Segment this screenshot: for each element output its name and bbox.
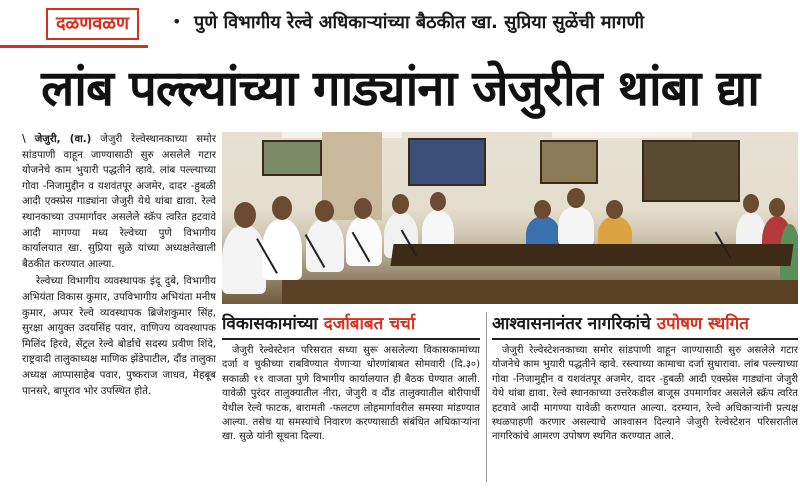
- attendees-paragraph: रेल्वेच्या विभागीय व्यवस्थापक इंदू दुबे, विभागीय अभियंता विकास कुमार, उपविभागीय अभियंता मनीष कुमार, अप्पर रेल्वे व्यवस्थापक ब्रिजेशकुमार सिंह, सुरक्षा आयुक्त उदयसिंह पवार, वाणिज्य व्यवस्थापक मिलिंद हिरवे, सेंट्रल रेल्वे बोर्डाचे सदस्य प्रवीण शिंदे, राष्ट्रवादी तालुकाध्यक्ष माणिक झेंडेपाटील, दौंड तालुका अध्यक्ष आप्पासाहेब पवार, पुष्कराज जाधव, मेहबूब पानसरे, बापूराव भोर उपस्थित होते.: [22, 276, 216, 397]
- attendee-head: [606, 200, 623, 219]
- attendee: [262, 218, 302, 280]
- dateline-mark: \: [22, 134, 26, 145]
- attendee: [222, 224, 266, 294]
- wall-frame: [408, 138, 486, 186]
- attendee-head: [272, 196, 292, 220]
- attendee: [346, 216, 382, 266]
- attendee: [558, 206, 594, 246]
- attendee-head: [567, 188, 585, 208]
- attendee-head: [769, 198, 785, 217]
- kicker-text: पुणे विभागीय रेल्वे अधिकाऱ्यांच्या बैठकीत खा. सुप्रिया सुळेंची मागणी: [194, 12, 644, 33]
- kicker-bullet: •: [172, 12, 182, 31]
- story3-title-accent: उपोषण स्थगित: [656, 314, 749, 334]
- ceiling-light: [552, 132, 692, 138]
- story2-title-plain: विकासकामांच्या: [222, 314, 318, 334]
- attendee-head: [743, 194, 759, 213]
- attendee-head: [315, 200, 334, 222]
- story3-title: [492, 312, 798, 336]
- wall-frame: [262, 140, 322, 176]
- door-frame: [642, 140, 740, 202]
- wall-frame: [540, 140, 598, 184]
- story2-title-end: चर्चा: [389, 314, 416, 334]
- story-lead-paragraph: [22, 132, 216, 272]
- story2-rule: [222, 338, 480, 340]
- column-divider: [486, 312, 487, 482]
- story-development-quality: [222, 312, 480, 484]
- dateline: जेजुरी, (वा.): [34, 134, 92, 145]
- conference-table-front: [282, 280, 798, 304]
- attendee-head: [392, 194, 409, 214]
- attendee-head: [430, 192, 446, 211]
- kicker-strip: [0, 0, 800, 48]
- lead-text: जेजुरी रेल्वेस्थानकाच्या समोर सांडपाणी वाहून जाण्यासाठी सुरु असलेले गटार योजनेचे काम भुयारी पद्धतीने व्हावे. लांब पल्ल्याच्या गोवा -निजामुद्दीन व यशवंतपूर अजमेर, दादर -हुबळी आदी एक्स्प्रेस गाड्यांना जेजुरी येथे थांबा द्यावा. रेल्वे स्थानकाच्या उपमार्गावर असलेले स्क्रॅप त्वरित हटवावे आदी मागण्या मध्य रेल्वेच्या पुणे विभागीय कार्यालयात खा. सुप्रिया सुळे यांच्या अध्यक्षतेखाली बैठकीत करण्यात आल्या.: [22, 134, 216, 270]
- main-headline: लांब पल्ल्यांच्या गाड्यांना जेजुरीत थांबा द्या: [41, 60, 759, 117]
- story2-title: [222, 312, 480, 336]
- conference-table: [390, 244, 793, 266]
- attendee-head: [354, 198, 372, 219]
- story3-body: जेजुरी रेल्वेस्टेशनकाच्या समोर सांडपाणी वाहून जाण्यासाठी सुरु असलेले गटार योजनेचे काम भुयारी पद्धतीने व्हावे. रस्त्याच्या कामाचा दर्जा सुधारावा. लांब पल्ल्याच्या गोवा -निजामुद्दीन व यशवंतपूर अजमेर, दादर -हुबळी आदी एक्स्प्रेस गाड्यांना जेजुरी येथे थांबा द्यावा. रेल्वे स्थानकाच्या उत्तरेकडील बाजूस उपमार्गावर असलेले स्क्रॅप त्वरित हटवावे आदी मागण्या यावेळी करण्यात आल्या. दरम्यान, रेल्वे अधिकाऱ्यांनी प्रत्यक्ष स्थळपाहणी करणार असल्याचे आश्वासन दिल्याने जेजुरी रेल्वेस्टेशन परिसरातील नागरिकांचे आमरण उपोषण स्थगित करण्यात आले.: [492, 345, 798, 443]
- section-underline: [0, 45, 148, 48]
- story2-title-accent: दर्जाबाबत: [323, 314, 384, 334]
- left-column-story: [22, 132, 216, 484]
- attendee-head: [534, 200, 551, 219]
- attendee-head: [234, 202, 256, 228]
- meeting-photo: [222, 132, 798, 304]
- section-tag: दळणवळण: [46, 8, 139, 40]
- story2-body: जेजुरी रेल्वेस्टेशन परिसरात सध्या सुरू असलेल्या विकासकामांच्या दर्जा व चुकीच्या राबविण्यात येणाऱ्या धोरणांबाबत सोमवारी (दि.३०) सकाळी ११ वाजता पुणे विभागीय कार्यालयात ही बैठक घेण्यात आली. यावेळी पुरंदर तालुक्यातील नीरा, जेजुरी व दौंड तालुक्यातील बोरीपार्धी येथील रेल्वे फाटक, बारामती -फलटण लोहमार्गावरील समस्या मांडण्यात आल्या. तसेच या समस्यांचे निवारण करण्यासाठी संबंधित अधिकाऱ्यांना खा. सुळे यांनी सूचना दिल्या.: [222, 345, 480, 443]
- story3-title-plain: आश्वासनानंतर नागरिकांचे: [492, 314, 651, 334]
- story3-rule: [492, 338, 798, 340]
- story-hunger-strike-deferred: [492, 312, 798, 484]
